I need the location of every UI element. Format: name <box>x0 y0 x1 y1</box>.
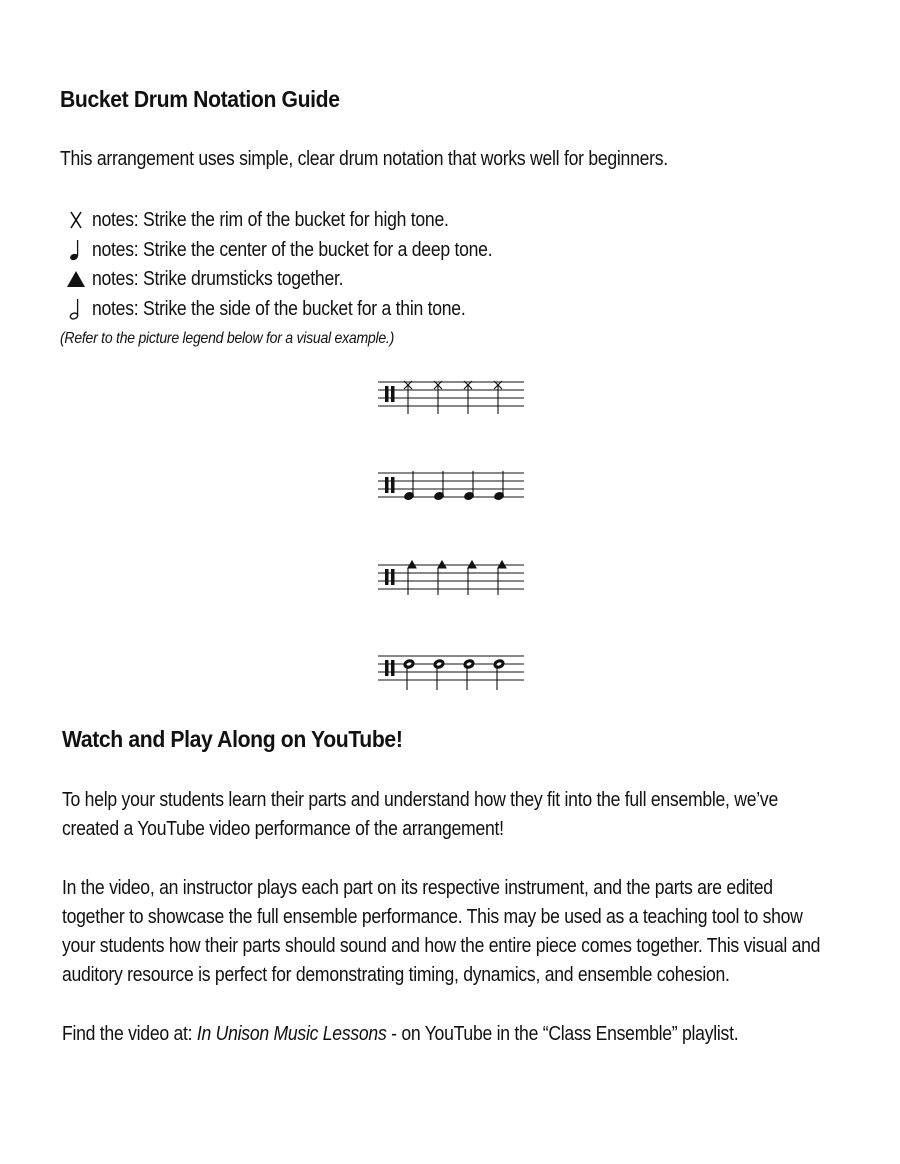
legend-item-x-note <box>60 206 497 234</box>
notation-intro: This arrangement uses simple, clear drum notation that works well for beginners. <box>60 148 668 170</box>
youtube-section-title: Watch and Play Along on YouTube! <box>62 726 403 752</box>
notation-guide-title: Bucket Drum Notation Guide <box>60 86 340 112</box>
triangle-up-icon <box>60 270 92 288</box>
youtube-paragraph-1: To help your students learn their parts and understand how they fit into the full ensemble, we’ve created a YouTube video performance of the arrangement! <box>62 789 778 840</box>
staff-example-quarter-notes <box>378 467 528 517</box>
find-prefix: Find the video at: <box>62 1023 197 1045</box>
legend-item-half-note <box>60 295 516 323</box>
find-suffix: - on YouTube in the “Class Ensemble” playlist. <box>386 1023 739 1045</box>
staff-example-half-notes <box>378 650 528 700</box>
legend-item-quarter-note <box>60 236 547 264</box>
youtube-find-video <box>62 1020 836 1049</box>
staff-example-x-notes <box>378 378 528 428</box>
channel-name: In Unison Music Lessons <box>196 1023 387 1045</box>
legend-text: notes: Strike the side of the bucket for a thin tone. <box>92 297 466 320</box>
half-note-icon <box>60 298 92 320</box>
quarter-note-icon <box>60 239 92 261</box>
youtube-paragraph-2: In the video, an instructor plays each part on its respective instrument, and the parts are edited together to showcase the full ensemble performance. This may be used as a teaching tool to show your students how their parts should sound and how the entire piece comes together. This visual and auditory resource is perfect for demonstrating timing, dynamics, and ensemble cohesion. <box>62 877 821 986</box>
x-notehead-icon <box>60 211 92 229</box>
legend-text: notes: Strike the center of the bucket for a deep tone. <box>92 238 493 261</box>
staff-example-triangle-notes <box>378 559 528 609</box>
legend-item-triangle-note <box>60 265 377 293</box>
legend-text: notes: Strike drumsticks together. <box>92 267 344 290</box>
legend-text: notes: Strike the rim of the bucket for high tone. <box>92 208 449 231</box>
legend-reference-note: (Refer to the picture legend below for a visual example.) <box>60 330 395 347</box>
